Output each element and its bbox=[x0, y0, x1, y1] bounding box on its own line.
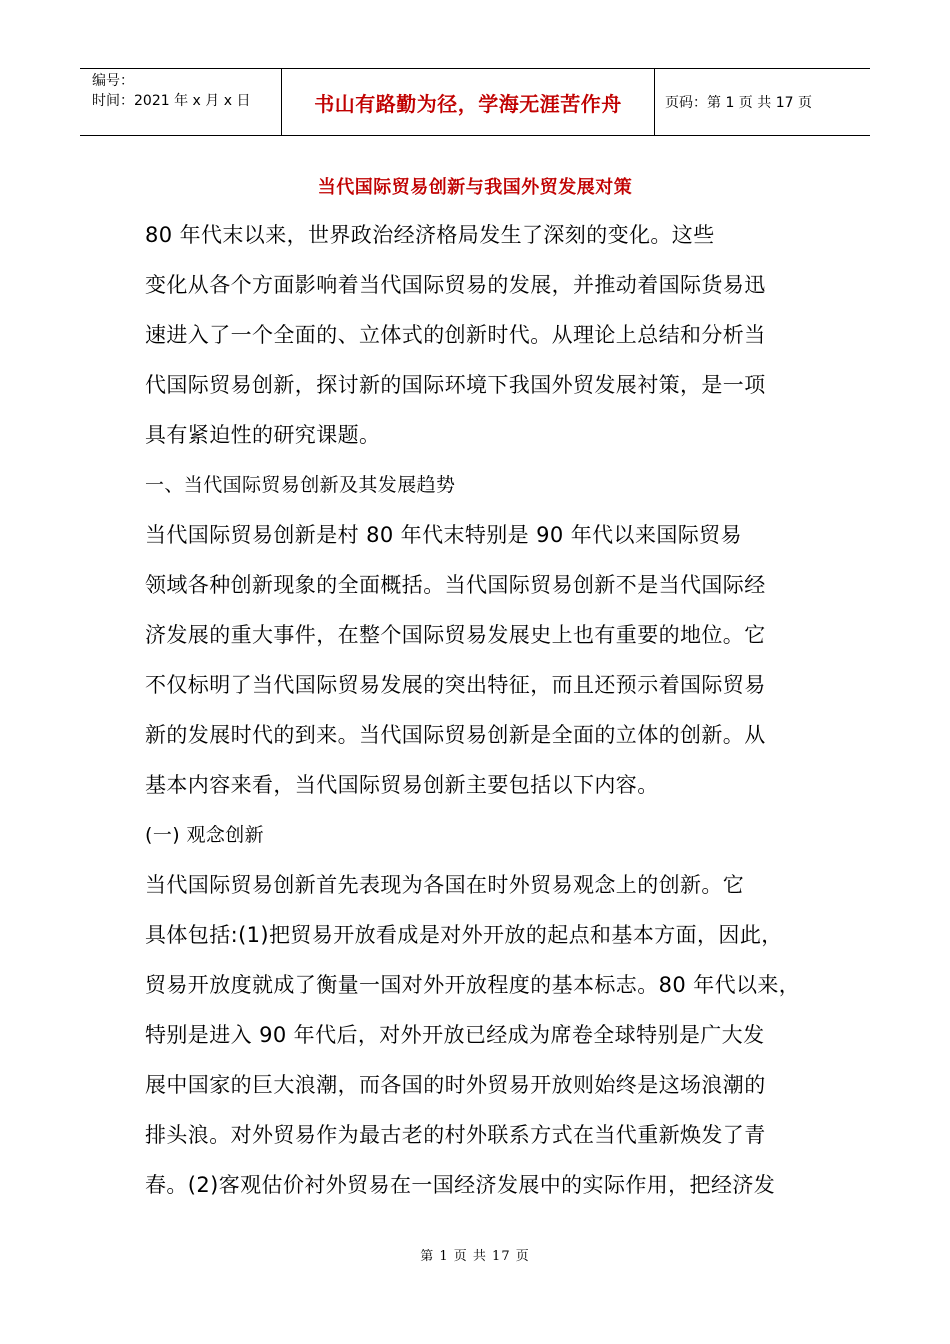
page-info: 页码：第 1 页 共 17 页 bbox=[665, 95, 812, 111]
motto-text: 书山有路勤为径，学海无涯苦作舟 bbox=[314, 91, 622, 116]
body-line: 变化从各个方面影响着当代国际贸易的发展，并推动着国际货易迅 bbox=[145, 273, 766, 297]
body-line: 不仅标明了当代国际贸易发展的突出特征，而且还预示着国际贸易 bbox=[145, 673, 766, 697]
body-line: 展中国家的巨大浪潮，而各国的时外贸易开放则始终是这场浪潮的 bbox=[145, 1073, 766, 1097]
body-line: 速进入了一个全面的、立体式的创新时代。从理论上总结和分析当 bbox=[145, 323, 766, 347]
subsection-heading: (一) 观念创新 bbox=[145, 824, 265, 846]
body-line: 春。(2)客观估价衬外贸易在一国经济发展中的实际作用，把经济发 bbox=[145, 1173, 776, 1197]
body-line: 具体包括:(1)把贸易开放看成是对外开放的起点和基本方面，因此， bbox=[145, 923, 783, 947]
body-line: 80 年代末以来，世界政治经济格局发生了深刻的变化。这些 bbox=[145, 223, 715, 247]
body-line: 具有紧迫性的研究课题。 bbox=[145, 423, 381, 447]
body-line: 排头浪。对外贸易作为最古老的村外联系方式在当代重新焕发了青 bbox=[145, 1123, 766, 1147]
body-line: 代国际贸易创新，探讨新的国际环境下我国外贸发展衬策，是一项 bbox=[145, 373, 766, 397]
header-page-cell bbox=[655, 69, 870, 135]
body-line: 新的发展时代的到来。当代国际贸易创新是全面的立体的创新。从 bbox=[145, 723, 766, 747]
body-line: 基本内容来看，当代国际贸易创新主要包括以下内容。 bbox=[145, 773, 659, 797]
body-line: 特别是进入 90 年代后，对外开放已经成为席卷全球特别是广大发 bbox=[145, 1023, 765, 1047]
header-table bbox=[80, 68, 870, 136]
body-line: 当代国际贸易创新是村 80 年代末特别是 90 年代以来国际贸易 bbox=[145, 523, 742, 547]
section-heading: 一、当代国际贸易创新及其发展趋势 bbox=[145, 474, 456, 496]
body-line: 济发展的重大事件，在整个国际贸易发展史上也有重要的地位。它 bbox=[145, 623, 766, 647]
page-footer: 第 1 页 共 17 页 bbox=[420, 1249, 530, 1264]
date-text: 时间：2021 年 x 月 x 日 bbox=[92, 93, 251, 109]
body-line: 当代国际贸易创新首先表现为各国在时外贸易观念上的创新。它 bbox=[145, 873, 745, 897]
body-line: 贸易开放度就成了衡量一国对外开放程度的基本标志。80 年代以来， bbox=[145, 973, 801, 997]
document-title: 当代国际贸易创新与我国外贸发展对策 bbox=[317, 177, 633, 198]
header-motto-cell bbox=[282, 69, 655, 135]
header-meta-cell bbox=[80, 69, 282, 135]
number-label: 编号： bbox=[92, 73, 134, 89]
document-body bbox=[145, 215, 810, 1215]
body-line: 领域各种创新现象的全面概括。当代国际贸易创新不是当代国际经 bbox=[145, 573, 766, 597]
